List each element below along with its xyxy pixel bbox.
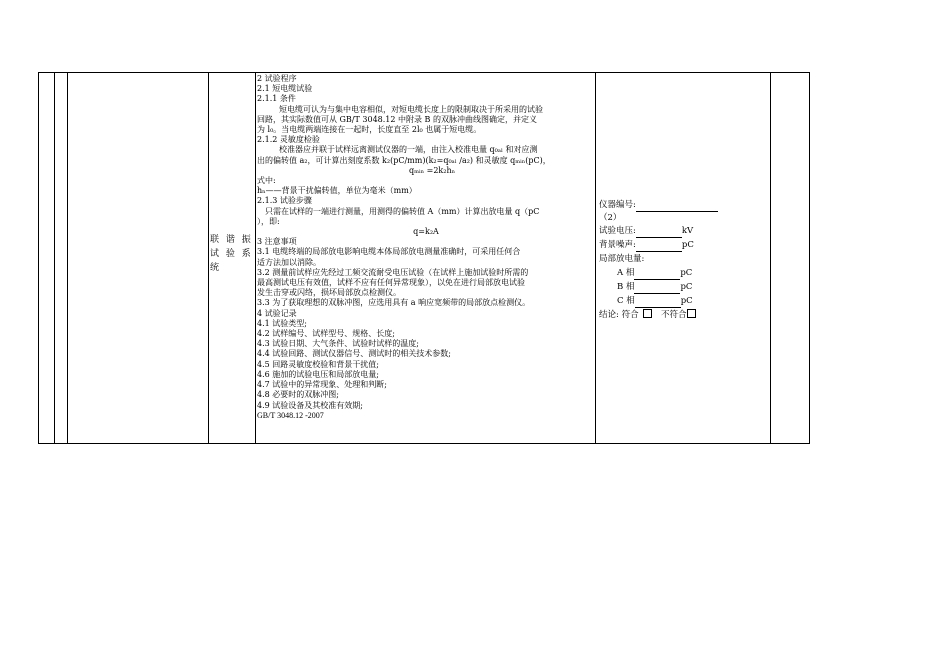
phase-b-unit: pC: [680, 282, 693, 292]
paragraph-line: 校准器应并联于试样远离测试仪器的一端，由注入校准电量 q₀ₐₗ 和对应测: [279, 145, 538, 155]
noise-unit: pC: [681, 240, 694, 250]
column-divider: [595, 73, 596, 443]
list-item: 4.7 试验中的异常现象、处理和判断;: [257, 380, 387, 390]
system-label: 联 谐 振 试 验 系 统: [210, 235, 253, 273]
list-item: 4.6 施加的试验电压和局部放电量;: [257, 369, 379, 379]
paragraph-line: 为 l₀。当电缆两端连接在一起时，长度直至 2l₀ 也属于短电缆。: [257, 125, 482, 135]
phase-a-unit: pC: [680, 268, 693, 278]
background-noise-field[interactable]: [636, 242, 682, 252]
background-noise-label: 背景噪声:: [599, 240, 636, 250]
list-item: 4.2 试样编号、试样型号、规格、长度;: [257, 329, 395, 339]
phase-b-label: B 相: [617, 282, 635, 292]
phase-b-field[interactable]: [634, 284, 680, 294]
phase-c-row: [599, 294, 799, 308]
formula: q=k₂A: [413, 227, 439, 237]
results-panel: [599, 198, 799, 322]
not-conform-label: 不符合: [660, 310, 687, 320]
heading: 4 试验记录: [257, 308, 297, 318]
number-label: （2）: [599, 213, 622, 223]
heading: 3 注意事项: [257, 237, 297, 247]
paragraph-line: 出的偏转值 a₂，可计算出刻度系数 k₂(pC/mm)(k₂=q₀ₐₗ /a₂) 和灵敏度 qₘᵢₙ(pC)，: [257, 155, 551, 165]
list-item: 4.1 试验类型;: [257, 318, 307, 328]
column-divider: [67, 73, 68, 443]
paragraph-line: 3.1 电缆终端的局部放电影响电缆本体局部放电测量准确时，可采用任何合: [257, 247, 521, 257]
paragraph-line: 回路，其实际数值可从 GB/T 3048.12 中附录 B 的双脉冲曲线图确定，并定义: [257, 114, 537, 124]
instrument-number-label: 仪器编号:: [599, 200, 636, 210]
phase-a-row: [599, 266, 799, 280]
conclusion-conform-label: 结论: 符合: [599, 310, 639, 320]
heading: 2.1.3 试验步骤: [257, 196, 312, 206]
paragraph-line: 最高测试电压有效值，试样不应有任何异常现象），以免在进行局部放电试验: [257, 278, 525, 288]
conform-checkbox[interactable]: [643, 309, 652, 318]
phase-c-label: C 相: [617, 296, 635, 306]
heading: 2.1.1 条件: [257, 94, 296, 104]
phase-c-field[interactable]: [635, 298, 681, 308]
list-item: 4.3 试验日期、大气条件、试验时试样的温度;: [257, 339, 419, 349]
heading: 2.1.2 灵敏度检验: [257, 135, 320, 145]
list-item: 4.9 试验设备及其校准有效期;: [257, 400, 363, 410]
record-table: [38, 72, 810, 444]
formula: qₘᵢₙ =2k₂hₙ: [409, 165, 456, 175]
list-item: 4.8 必要时的双脉冲图;: [257, 390, 339, 400]
heading: 2 试验程序: [257, 74, 297, 83]
heading: 2.1 短电缆试验: [257, 84, 313, 94]
phase-b-row: [599, 280, 799, 294]
instrument-number-row: [599, 198, 799, 212]
paragraph-line: 适方法加以消除。: [257, 257, 321, 267]
paragraph-line: 3.3 为了获取理想的双脉冲图，应选用具有 a 响应宽频带的局部放点检测仪。: [257, 298, 531, 308]
paragraph-line: 式中:: [257, 176, 276, 186]
partial-discharge-label: 局部放电量:: [599, 254, 645, 264]
background-noise-row: [599, 238, 799, 252]
paragraph-line: 3.2 测量前试样应先经过工频交流耐受电压试验（在试样上施加试验时所需的: [257, 267, 529, 277]
not-conform-checkbox[interactable]: [687, 309, 696, 318]
test-voltage-row: [599, 224, 799, 238]
test-voltage-field[interactable]: [636, 228, 682, 238]
paragraph-line: hₙ——背景干扰偏转值，单位为毫米（mm）: [257, 186, 417, 196]
paragraph-line: 短电缆可认为与集中电容相似，对短电缆长度上的限制取决于所采用的试验: [279, 104, 543, 114]
paragraph-line: ），即:: [257, 216, 280, 226]
voltage-unit: kV: [681, 226, 694, 236]
column-divider: [54, 73, 55, 443]
test-voltage-label: 试验电压:: [599, 226, 636, 236]
paragraph-line: 发生击穿或闪络，损坏局部放点检测仪。: [257, 288, 401, 298]
conclusion-row: [599, 308, 799, 322]
procedure-text: [257, 74, 595, 421]
instrument-number-field[interactable]: [636, 202, 718, 212]
phase-a-field[interactable]: [634, 270, 680, 280]
phase-a-label: A 相: [617, 268, 635, 278]
paragraph-line: 只需在试样的一端进行测量，用测得的偏转值 A（mm）计算出放电量 q（pC: [265, 206, 540, 216]
column-divider: [255, 73, 256, 443]
standard-reference: GB/T 3048.12 -2007: [257, 410, 324, 420]
column-divider: [208, 73, 209, 443]
list-item: 4.5 回路灵敏度校验和背景干扰值;: [257, 359, 379, 369]
list-item: 4.4 试验回路、测试仪器信号、测试时的相关技术参数;: [257, 349, 451, 359]
phase-c-unit: pC: [680, 296, 693, 306]
